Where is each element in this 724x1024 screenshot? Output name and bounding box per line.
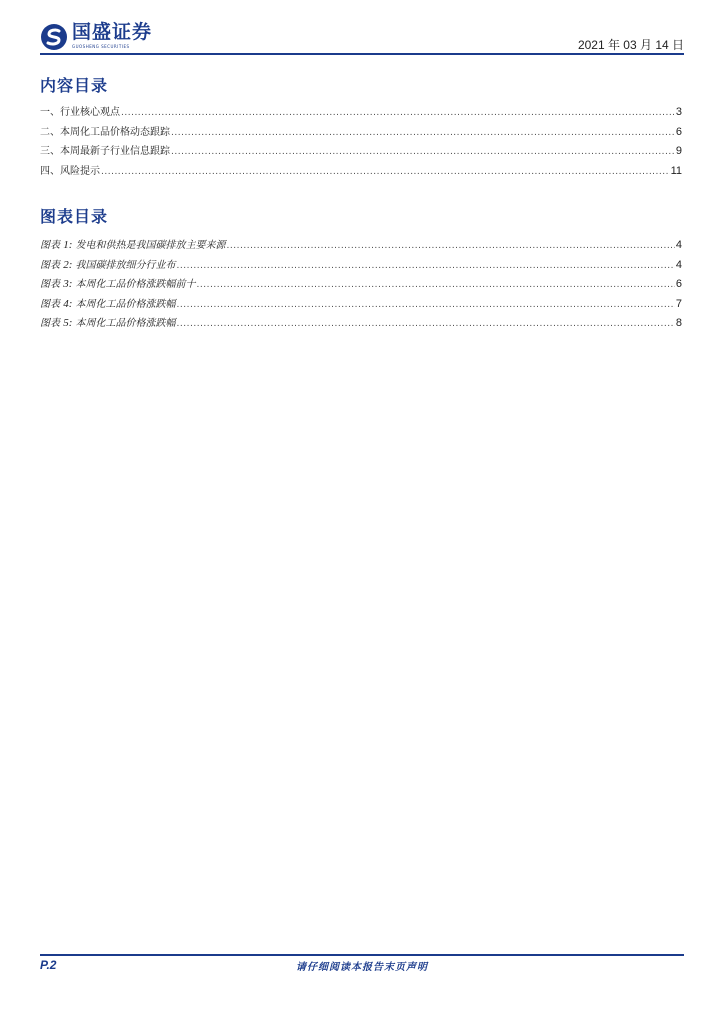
- report-date: 2021 年 03 月 14 日: [577, 38, 684, 52]
- contents-title: 内容目录: [40, 76, 109, 95]
- figure-prefix: 图表: [40, 259, 60, 271]
- toc-entry-label: 二、本周化工品价格动态跟踪: [40, 126, 170, 138]
- leader-dots: [177, 296, 675, 316]
- toc-entry-label: 三、本周最新子行业信息跟踪: [40, 146, 170, 157]
- toc-entry[interactable]: [40, 123, 682, 143]
- figure-entry[interactable]: [40, 256, 682, 276]
- figure-number: 4:: [63, 297, 73, 310]
- toc-entry-page: 11: [670, 164, 682, 177]
- figures-list: [40, 236, 682, 334]
- footer-divider: [40, 954, 684, 956]
- figure-entry-label: 本周化工品价格涨跌幅前十: [75, 279, 196, 290]
- toc-entry-label: 四、风险提示: [40, 165, 100, 177]
- figure-entry-page: 6: [675, 278, 682, 290]
- figure-prefix: 图表: [40, 240, 60, 251]
- figure-entry-label: 本周化工品价格涨跌幅: [75, 318, 176, 329]
- leader-dots: [177, 315, 675, 335]
- figure-entry[interactable]: [40, 236, 682, 256]
- figure-prefix: 图表: [40, 318, 60, 329]
- footer-page-number: P.2: [40, 958, 57, 972]
- logo-text: 国盛证券: [72, 21, 153, 43]
- leader-dots: [177, 257, 675, 277]
- toc-entry[interactable]: [40, 142, 682, 162]
- figure-entry-label: 发电和供热是我国碳排放主要来源: [75, 240, 226, 251]
- toc-entry[interactable]: [40, 103, 682, 123]
- figure-entry[interactable]: [40, 314, 682, 334]
- page-header: [40, 20, 684, 54]
- logo-mark-icon: [40, 23, 68, 51]
- toc-entry-page: 6: [675, 125, 682, 138]
- leader-dots: [121, 104, 675, 124]
- leader-dots: [197, 276, 675, 296]
- toc-entry-label: 一、行业核心观点: [40, 107, 120, 118]
- logo-subtext: GUOSHENG SECURITIES: [72, 44, 130, 49]
- leader-dots: [171, 124, 675, 144]
- figure-number: 3:: [63, 278, 73, 290]
- figure-number: 5:: [63, 317, 73, 329]
- toc-entry-page: 3: [675, 106, 682, 118]
- figures-title: 图表目录: [40, 207, 109, 226]
- toc-entry-page: 9: [675, 145, 682, 157]
- figure-entry-label: 我国碳排放细分行业布: [75, 259, 176, 271]
- figure-number: 2:: [63, 258, 73, 271]
- leader-dots: [227, 237, 675, 257]
- figure-prefix: 图表: [40, 298, 60, 310]
- figure-entry[interactable]: [40, 275, 682, 295]
- contents-list: [40, 103, 682, 181]
- footer-disclaimer-note: 请仔细阅读本报告末页声明: [296, 962, 428, 973]
- figure-entry-page: 4: [675, 239, 682, 251]
- leader-dots: [101, 163, 670, 183]
- figure-prefix: 图表: [40, 279, 60, 290]
- figure-entry-page: 7: [675, 297, 682, 310]
- figure-entry-page: 8: [675, 317, 682, 329]
- company-logo: [40, 20, 152, 54]
- figure-entry-label: 本周化工品价格涨跌幅: [75, 298, 176, 310]
- figure-number: 1:: [63, 239, 73, 251]
- figure-entry-page: 4: [675, 258, 682, 271]
- toc-entry[interactable]: [40, 162, 682, 182]
- figure-entry[interactable]: [40, 295, 682, 315]
- leader-dots: [171, 143, 675, 163]
- header-divider: [40, 53, 684, 55]
